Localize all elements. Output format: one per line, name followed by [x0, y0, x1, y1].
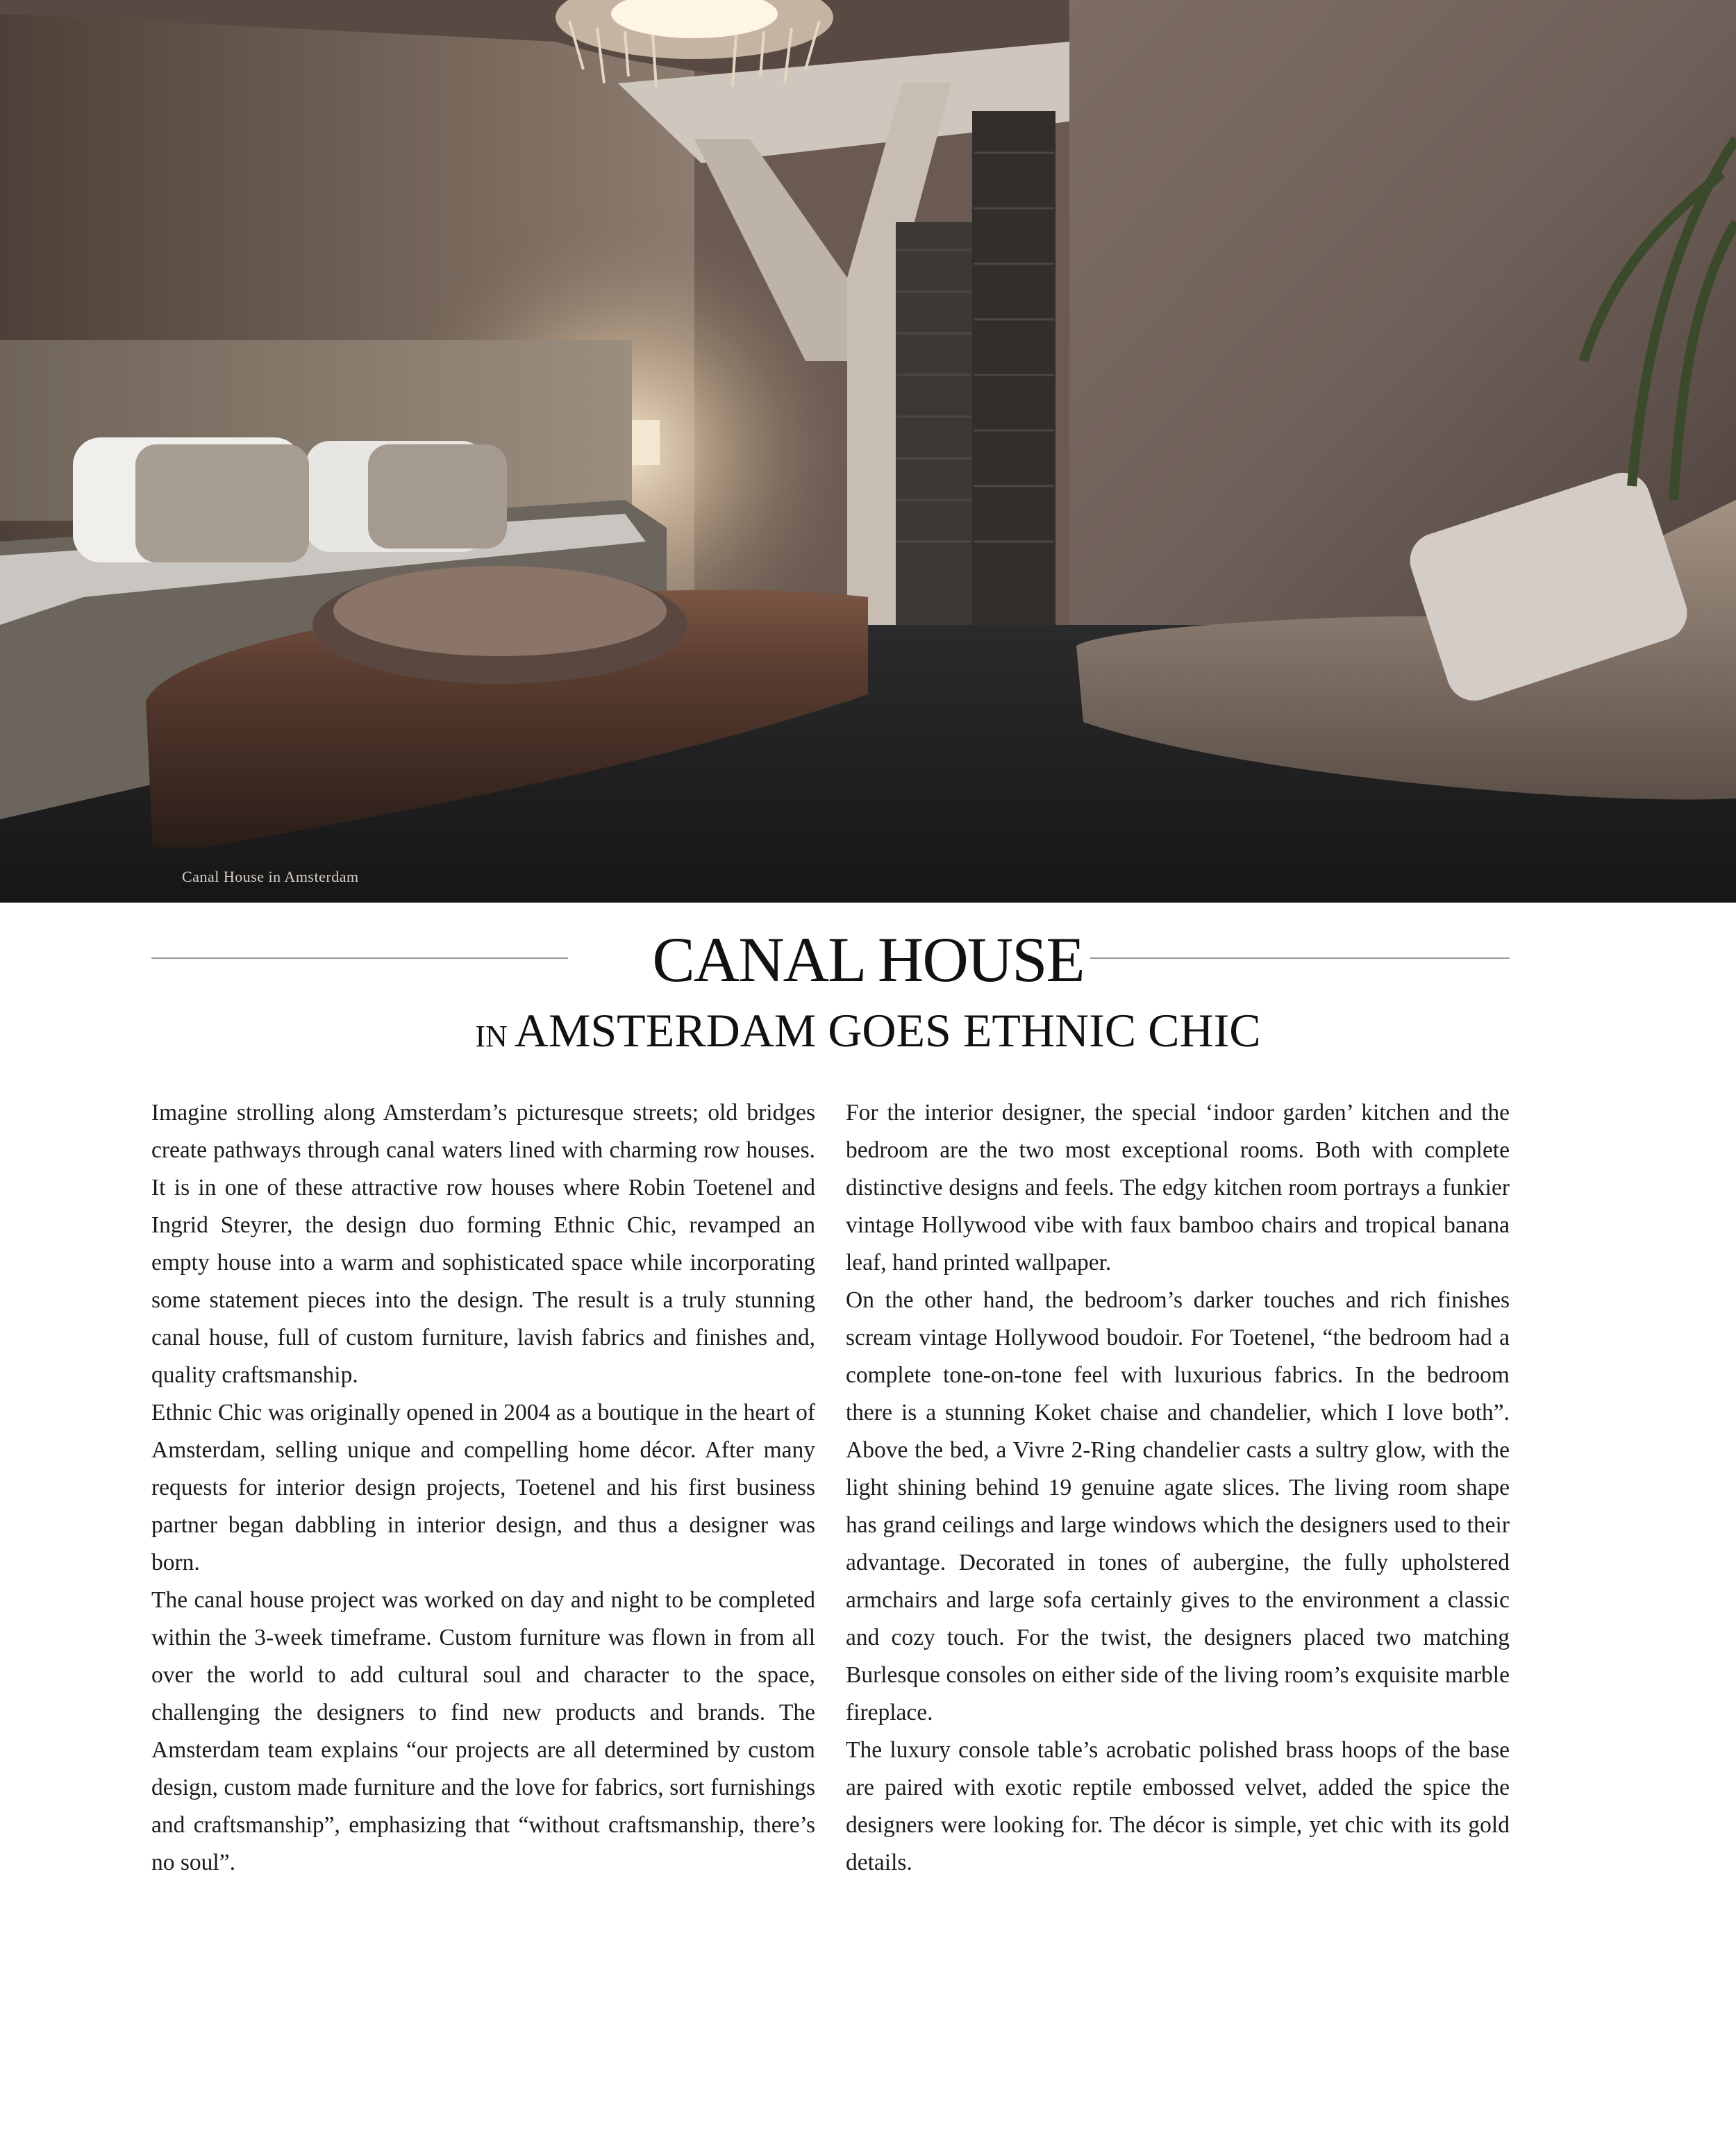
- bedroom-illustration: [0, 0, 1736, 903]
- body-paragraph: Imagine strolling along Amsterdam’s picturesque streets; old bridges create pathways through canal waters lined with charming row houses. It is in one of these attractive row houses where Robin Toetenel and Ingrid Steyrer, the design duo forming Ethnic Chic, revamped an empty house into a warm and sophisticated space while incorporating some statement pieces into the design. The result is a truly stunning canal house, full of custom furniture, lavish fabrics and finishes and, quality craftsmanship.: [151, 1100, 815, 1388]
- subtitle-prefix: IN: [475, 1019, 508, 1053]
- body-column-left: [151, 1094, 815, 1882]
- body-paragraph: Ethnic Chic was originally opened in 2004 as a boutique in the heart of Amsterdam, selling unique and compelling home décor. After many requests for interior design projects, Toetenel and his first business partner began dabbling in interior design, and thus a designer was born.: [151, 1400, 815, 1575]
- article-title: CANAL HOUSE: [652, 924, 1084, 995]
- hero-photo: [0, 0, 1736, 903]
- body-paragraph: The canal house project was worked on day and night to be completed within the 3-week timeframe. Custom furniture was flown in from all over the world to add cultural soul and character to the space, challenging the designers to find new products and brands. The Amsterdam team explains “our projects are all determined by custom design, custom made furniture and the love for fabrics, sort furnishings and craftsmanship”, emphasizing that “without craftsmanship, there’s no soul”.: [151, 1587, 815, 1875]
- body-paragraph: On the other hand, the bedroom’s darker touches and rich finishes scream vintage Hollywood boudoir. For Toetenel, “the bedroom had a complete tone-on-tone feel with luxurious fabrics. In the bedroom there is a stunning Koket chaise and chandelier, which I love both”. Above the bed, a Vivre 2-Ring chandelier casts a sultry glow, with the light shining behind 19 genuine agate slices. The living room shape has grand ceilings and large windows which the designers used to their advantage. Decorated in tones of aubergine, the fully upholstered armchairs and large sofa certainly gives to the environment a classic and cozy touch. For the twist, the designers placed two matching Burlesque consoles on either side of the living room’s exquisite marble fireplace.: [846, 1287, 1510, 1725]
- body-paragraph: The luxury console table’s acrobatic polished brass hoops of the base are paired with exotic reptile embossed velvet, added the spice the designers were looking for. The décor is simple, yet chic with its gold details.: [846, 1737, 1510, 1875]
- article-subtitle: [0, 1003, 1736, 1064]
- body-column-right: [846, 1094, 1510, 1882]
- photo-caption: Canal House in Amsterdam: [182, 868, 359, 885]
- body-paragraph: For the interior designer, the special ‘indoor garden’ kitchen and the bedroom are the two most exceptional rooms. Both with complete distinctive designs and feels. The edgy kitchen room portrays a funkier vintage Hollywood vibe with faux bamboo chairs and tropical banana leaf, hand printed wallpaper.: [846, 1100, 1510, 1275]
- subtitle-text: AMSTERDAM GOES ETHNIC CHIC: [514, 1004, 1261, 1057]
